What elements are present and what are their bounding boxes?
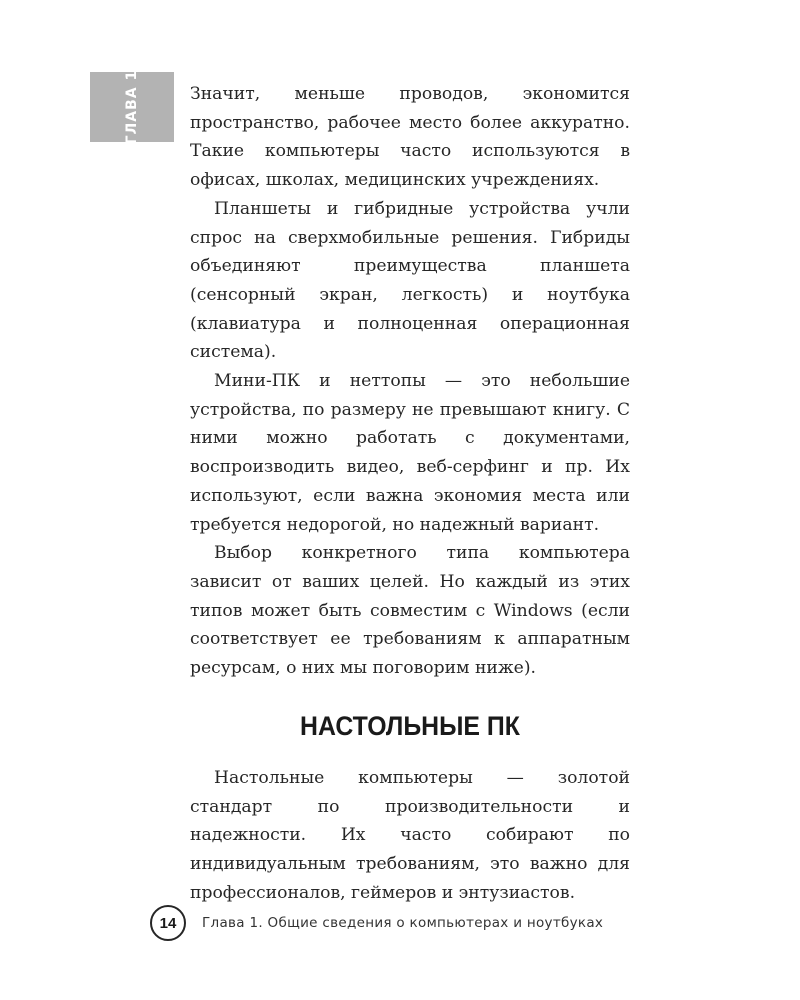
section-heading: НАСТОЛЬНЫЕ ПК — [300, 711, 520, 741]
chapter-tab — [90, 69, 174, 145]
chapter-tab-label: ГЛАВА 1 — [124, 69, 140, 145]
section-text — [190, 764, 630, 908]
paragraph-1: Значит, меньше проводов, экономится пространство, рабочее место более аккуратно. Такие компьютеры часто используются в офисах, школах, медицинских учреждениях. — [190, 84, 630, 191]
body-text — [190, 80, 630, 683]
paragraph-4: Выбор конкретного типа компьютера зависит от ваших целей. Но каждый из этих типов может быть совместим с Windows (если соответствует ее требованиям к аппаратным ресурсам, о них мы поговорим ниже). — [190, 543, 630, 679]
paragraph-3: Мини-ПК и неттопы — это небольшие устройства, по размеру не превышают книгу. С ними можно работать с документами, воспроизводить видео, веб-серфинг и пр. Их используют, если важна экономия места или требуется недорогой, но надежный вариант. — [190, 371, 630, 535]
paragraph-2: Планшеты и гибридные устройства учли спрос на сверхмобильные решения. Гибриды объединяют преимущества планшета (сенсорный экран, легкость) и ноутбука (клавиатура и полноценная операционная система). — [190, 198, 630, 363]
section-paragraph-1: Настольные компьютеры — золотой стандарт по производительности и надежности. Их часто собирают по индивидуальным требованиям, это важно для профессионалов, геймеров и энтузиастов. — [190, 768, 630, 903]
page-number: 14 — [150, 905, 186, 941]
running-title: Глава 1. Общие сведения о компьютерах и ноутбуках — [202, 915, 604, 931]
page-footer — [150, 903, 603, 943]
